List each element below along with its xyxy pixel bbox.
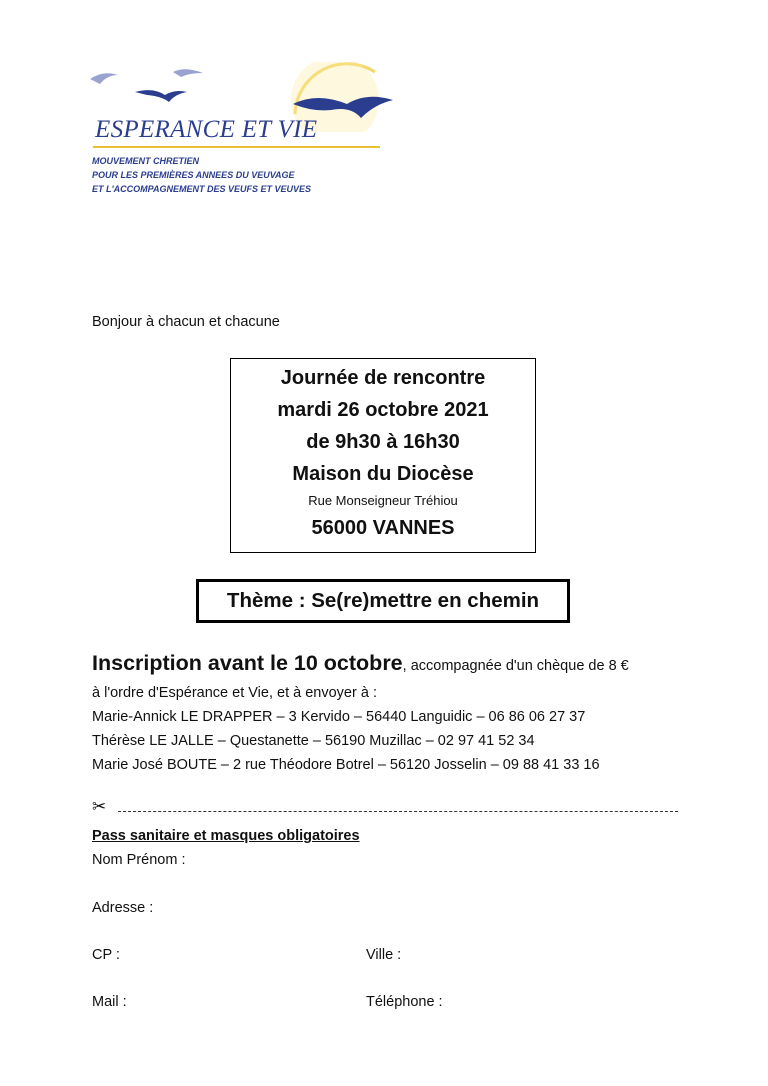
bird-small-icon xyxy=(90,73,118,84)
scissors-icon: ✂ xyxy=(92,797,107,816)
ville-label: Ville : xyxy=(366,947,402,963)
org-tagline xyxy=(92,154,311,196)
sanitary-notice: Pass sanitaire et masques obligatoires xyxy=(92,828,360,844)
event-street: Rue Monseigneur Tréhiou xyxy=(308,493,458,508)
org-name: ESPERANCE ET VIE xyxy=(95,116,318,143)
inscription-line2: à l'ordre d'Espérance et Vie, et à envoyer à : xyxy=(92,685,377,701)
event-time: de 9h30 à 16h30 xyxy=(306,431,460,453)
inscription-title: Inscription avant le 10 octobre xyxy=(92,651,403,675)
inscription-line xyxy=(92,651,629,676)
org-underline xyxy=(93,146,380,148)
tagline-line: MOUVEMENT CHRETIEN xyxy=(92,156,200,166)
cut-line xyxy=(92,797,678,820)
bird-small-icon xyxy=(173,69,203,77)
tagline-line: POUR LES PREMIÈRES ANNEES DU VEUVAGE xyxy=(92,170,295,180)
event-date: mardi 26 octobre 2021 xyxy=(277,399,489,421)
bird-icon xyxy=(135,90,187,102)
contact-line: Thérèse LE JALLE – Questanette – 56190 Muzillac – 02 97 41 52 34 xyxy=(92,733,535,749)
mail-label: Mail : xyxy=(92,994,127,1010)
contact-line: Marie José BOUTE – 2 rue Théodore Botrel – 56120 Josselin – 09 88 41 33 16 xyxy=(92,757,600,773)
adresse-label: Adresse : xyxy=(92,900,154,916)
theme-box: Thème : Se(re)mettre en chemin xyxy=(196,579,570,623)
telephone-label: Téléphone : xyxy=(366,994,443,1010)
tagline-line: ET L'ACCOMPAGNEMENT DES VEUFS ET VEUVES xyxy=(92,184,311,194)
inscription-rest: , accompagnée d'un chèque de 8 € xyxy=(402,658,629,674)
nom-prenom-label: Nom Prénom : xyxy=(92,852,186,868)
dashed-line xyxy=(118,811,678,812)
event-place: Maison du Diocèse xyxy=(292,463,474,485)
event-title: Journée de rencontre xyxy=(280,367,486,389)
cp-label: CP : xyxy=(92,947,120,963)
event-city: 56000 VANNES xyxy=(311,517,455,539)
event-box xyxy=(230,358,536,553)
contact-line: Marie-Annick LE DRAPPER – 3 Kervido – 56440 Languidic – 06 86 06 27 37 xyxy=(92,709,586,725)
greeting: Bonjour à chacun et chacune xyxy=(92,314,280,330)
